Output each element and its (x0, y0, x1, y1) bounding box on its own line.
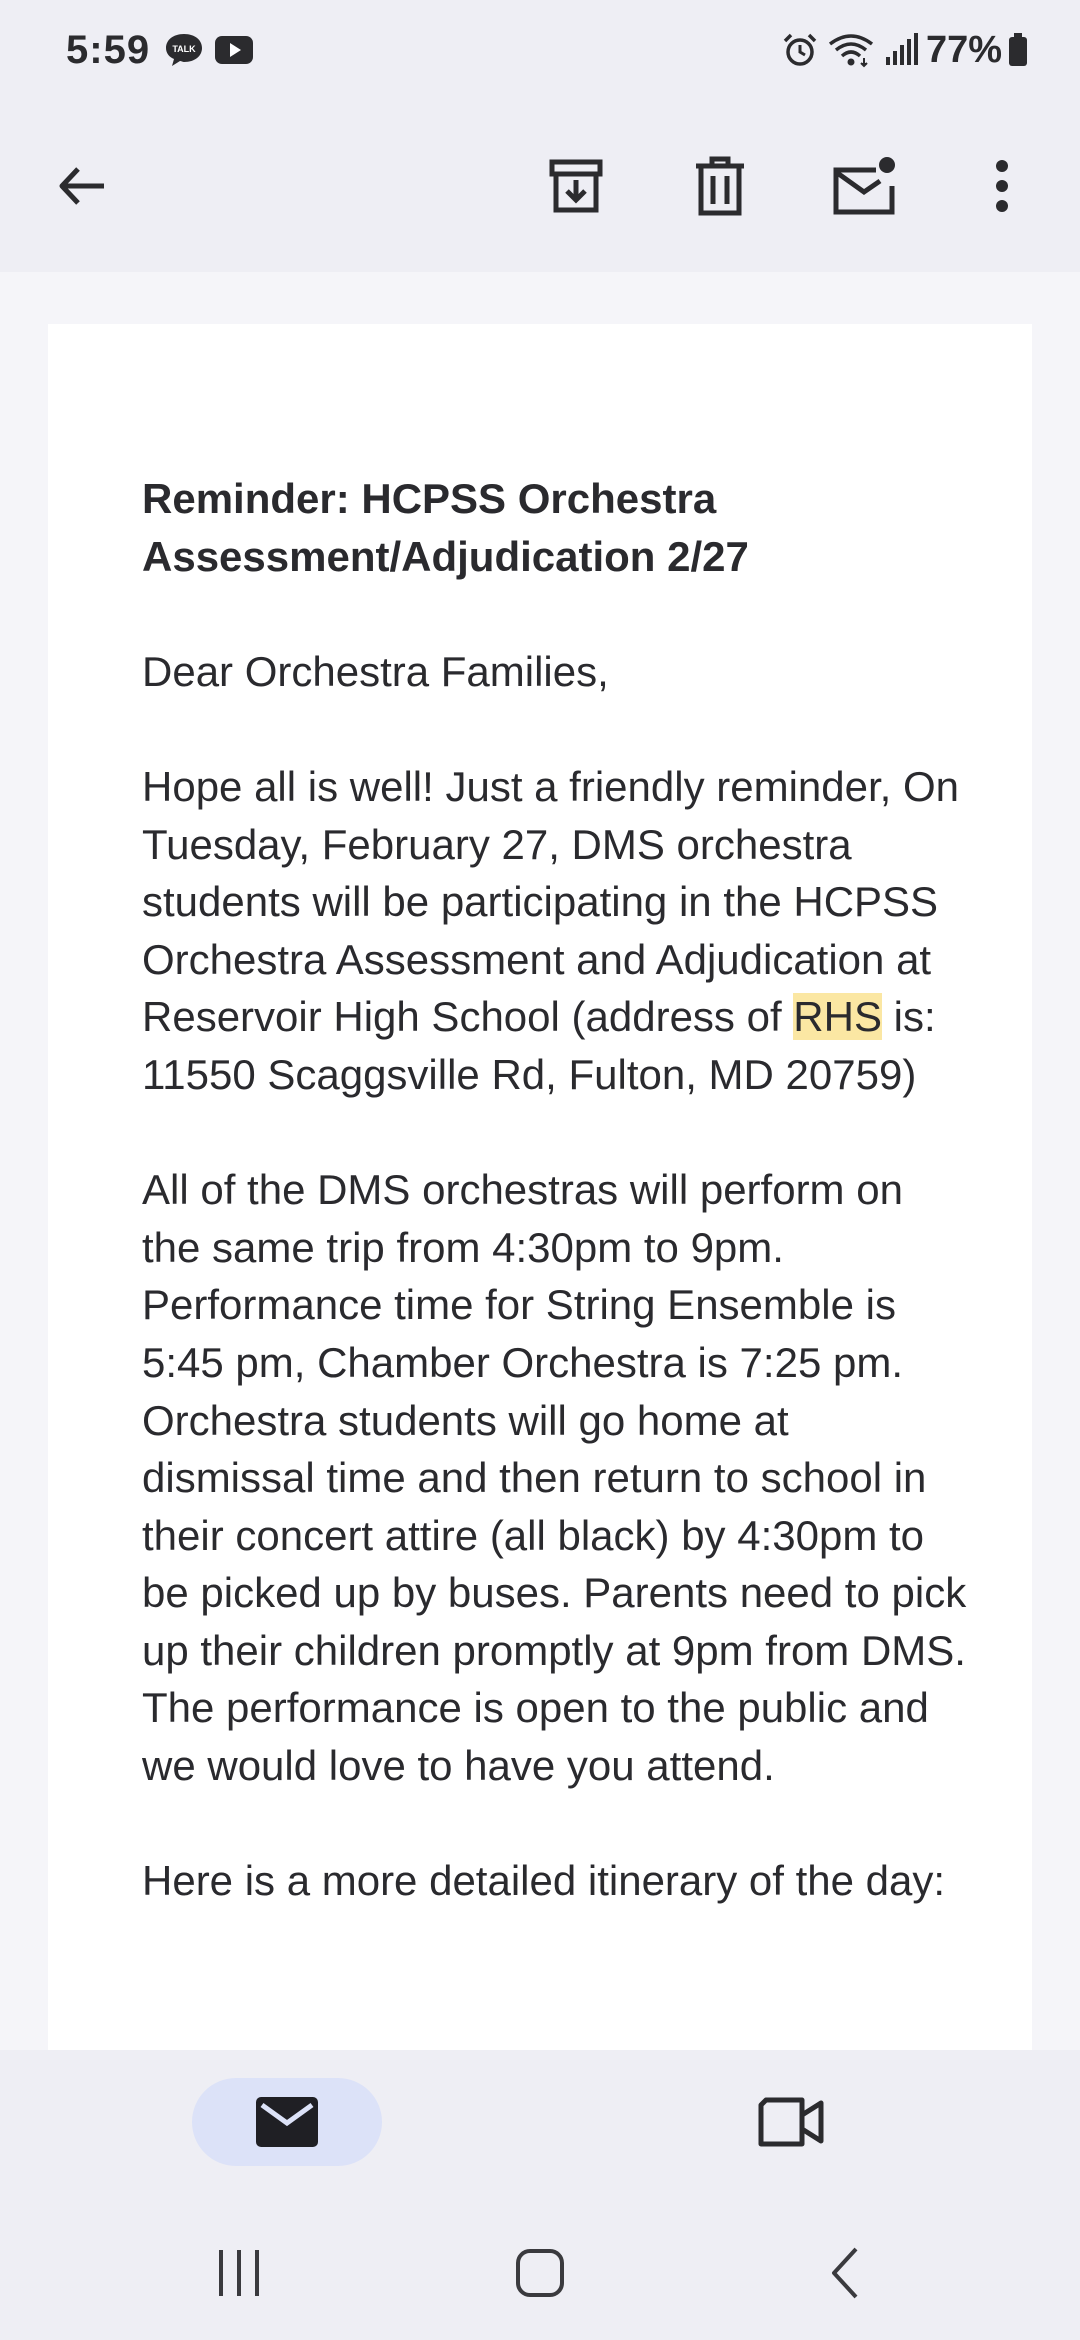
status-time: 5:59 (66, 27, 151, 72)
email-title (142, 470, 972, 585)
nav-mail[interactable] (192, 2078, 382, 2166)
email-paragraph-3: Here is a more detailed itinerary of the day: (142, 1857, 946, 1905)
svg-text:TALK: TALK (172, 44, 196, 54)
paragraph-1-text: Hope all is well! Just a friendly reminder, On Tuesday, February 27, DMS orchestra students will be participating in the HCPSS Orchestra Assessment and Adjudication at Reservoir High School (address of (142, 762, 960, 1041)
email-paragraph-2: All of the DMS orchestras will perform on the same trip from 4:30pm to 9pm. Performance time for String Ensemble is 5:45 pm, Chamber Orchestra is 7:25 pm. Orchestra students will go home at dismissal time and then return to school in their concert attire (all black) by 4:30pm to be picked up by buses. Parents need to pick up their children promptly at 9pm from DMS. The performance is open to the public and we would love to have you attend. (142, 1166, 967, 1790)
status-left (66, 28, 254, 73)
back-arrow-icon (54, 158, 110, 214)
email-greeting: Dear Orchestra Families, (142, 647, 609, 695)
email-paragraph-1 (142, 758, 972, 1104)
nav-meet[interactable] (746, 2078, 836, 2166)
system-navigation-bar (0, 2206, 1080, 2340)
signal-icon (884, 33, 918, 67)
highlighted-text: RHS (793, 993, 882, 1041)
home-button[interactable] (495, 2238, 585, 2308)
paragraph-1-text-end: is: 11550 Scaggsville Rd, Fulton, MD 20759) (142, 993, 936, 1098)
back-nav-button[interactable] (800, 2238, 890, 2308)
email-title-line1: Reminder: HCPSS Orchestra (142, 475, 717, 522)
archive-button[interactable] (530, 140, 622, 232)
recent-apps-icon (215, 2248, 263, 2298)
mark-unread-icon (830, 156, 898, 216)
status-right (772, 29, 1028, 72)
bottom-navigation (0, 2050, 1080, 2206)
battery-icon (1008, 33, 1028, 67)
battery-percentage: 77% (925, 28, 1002, 71)
app-bar (0, 100, 1080, 272)
email-body (142, 470, 972, 1967)
archive-icon (546, 156, 606, 216)
mail-icon (256, 2097, 318, 2147)
wifi-icon (828, 32, 874, 68)
talk-icon (164, 32, 204, 68)
video-icon (758, 2097, 824, 2147)
home-icon (515, 2248, 565, 2298)
more-vert-icon (992, 158, 1012, 214)
status-bar (0, 0, 1080, 100)
more-options-button[interactable] (956, 140, 1048, 232)
email-title-line2: Assessment/Adjudication 2/27 (142, 532, 749, 580)
back-icon (830, 2245, 860, 2301)
back-button[interactable] (36, 140, 128, 232)
delete-button[interactable] (674, 140, 766, 232)
email-card (48, 324, 1032, 2050)
email-content-area[interactable] (0, 272, 1080, 2050)
mark-unread-button[interactable] (818, 140, 910, 232)
trash-icon (692, 156, 748, 216)
youtube-icon (214, 35, 254, 65)
recent-apps-button[interactable] (194, 2238, 284, 2308)
alarm-icon (782, 32, 818, 68)
